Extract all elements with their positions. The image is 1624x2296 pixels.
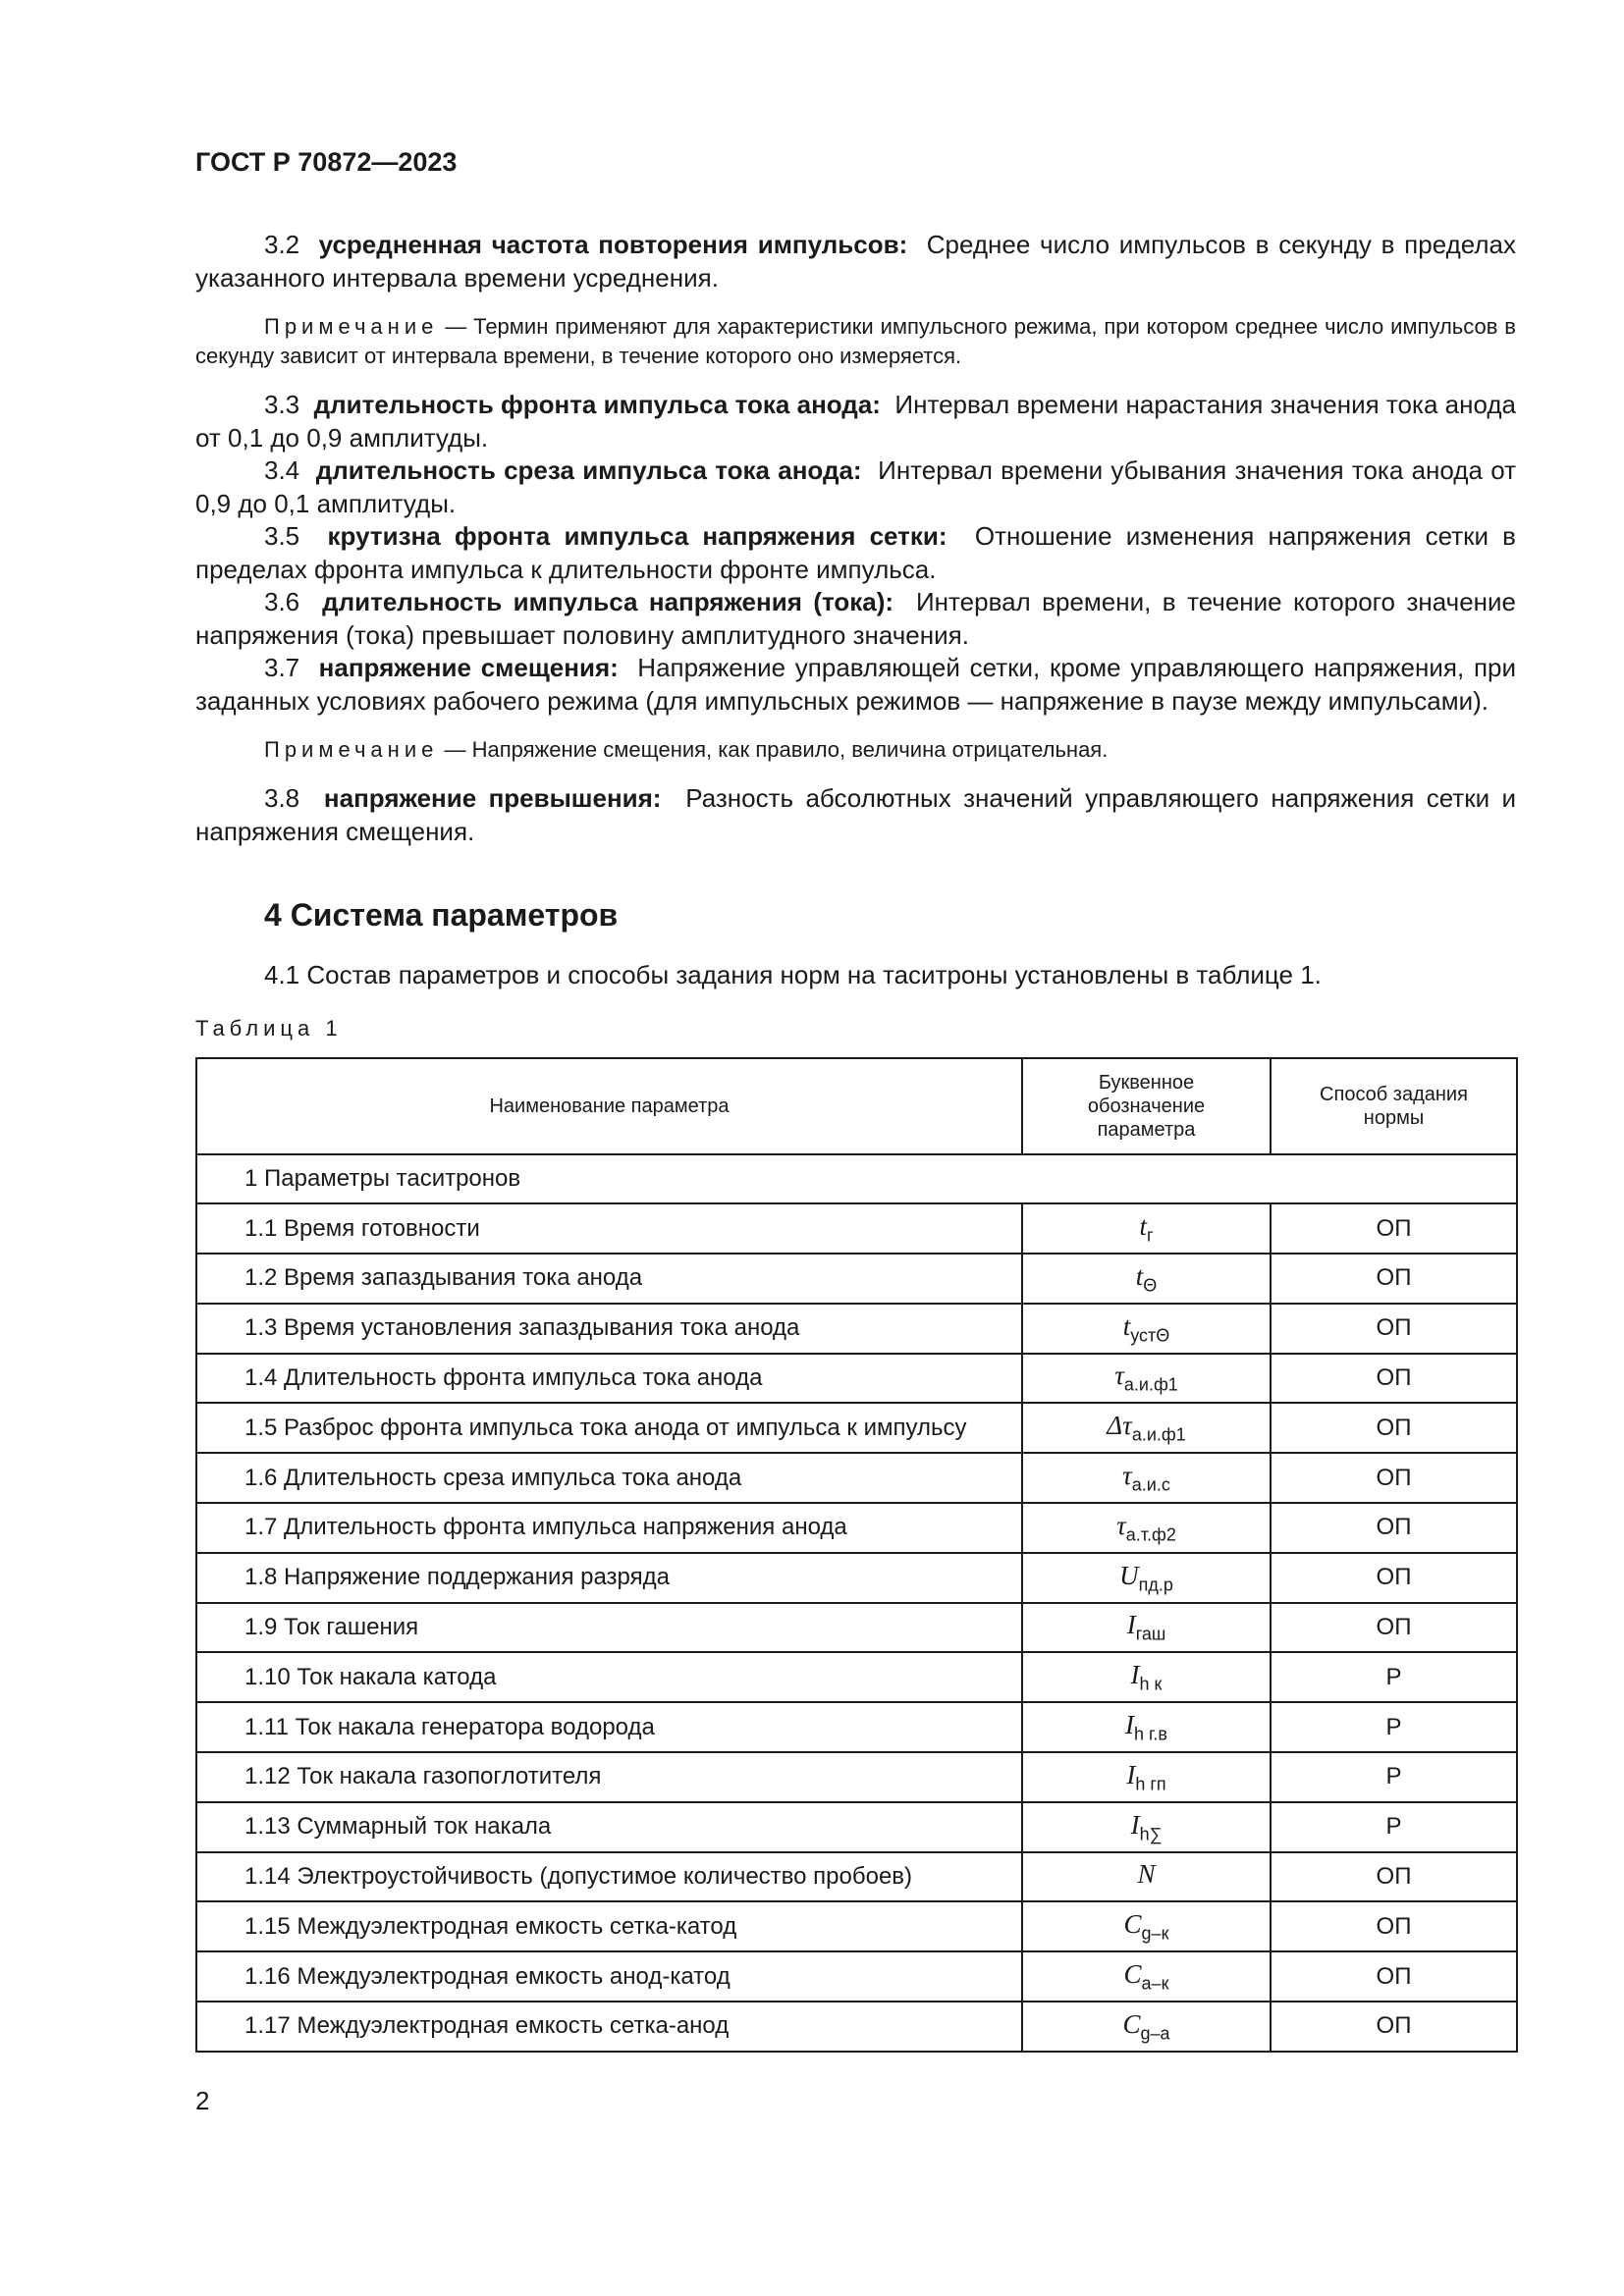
term-3-3: 3.3 длительность фронта импульса тока анода: Интервал времени нарастания значения тока анода от 0,1 до 0,9 амплитуды. [195,390,1516,453]
table-row [196,1752,1517,1802]
symbol-main: Δτ [1107,1411,1132,1441]
symbol-main: I [1125,1709,1135,1739]
norm-method: Р [1271,1752,1517,1802]
symbol-subscript: гаш [1135,1624,1166,1644]
document-header: ГОСТ Р 70872—2023 [195,147,458,177]
symbol-main: τ [1116,1510,1126,1540]
symbol-main: t [1135,1260,1144,1291]
page-number: 2 [195,2086,210,2115]
parameter-name: 1.11 Ток накала генератора водорода [196,1702,1022,1752]
norm-method: ОП [1271,1901,1517,1951]
symbol-main: τ [1114,1361,1124,1391]
table-row [196,1403,1517,1453]
table-row [196,1901,1517,1951]
parameter-symbol [1022,1752,1271,1802]
header-symbol: Буквенное обозначение параметра [1022,1058,1271,1154]
parameter-name: 1.3 Время установления запаздывания тока анода [196,1304,1022,1354]
term-3-7: 3.7 напряжение смещения: Напряжение управляющей сетки, кроме управляющего напряжения, при заданных условиях рабочего режима (для импульсных режимов — напряжение в паузе между импульсами). [195,653,1517,716]
parameter-symbol [1022,1702,1271,1752]
parameter-symbol [1022,1652,1271,1702]
header-method: Способ задания нормы [1271,1058,1517,1154]
table-group-row [196,1154,1517,1204]
parameter-name: 1.16 Междуэлектродная емкость анод-катод [196,1951,1022,2002]
symbol-main: I [1130,1660,1140,1690]
parameter-symbol [1022,2002,1271,2052]
symbol-subscript: а.и.ф1 [1123,1374,1178,1395]
group-label: 1 Параметры таситронов [196,1154,1517,1204]
symbol-main: U [1119,1560,1139,1590]
norm-method: ОП [1271,1254,1517,1304]
parameter-symbol [1022,1254,1271,1304]
parameter-name: 1.2 Время запаздывания тока анода [196,1254,1022,1304]
table-row [196,1203,1517,1254]
table-row [196,1354,1517,1404]
table-row [196,1852,1517,1902]
section-title: 4 Система параметров [264,897,619,933]
symbol-main: I [1126,1610,1136,1640]
norm-method: Р [1271,1652,1517,1702]
table-header-row [196,1058,1517,1154]
norm-method: ОП [1271,1203,1517,1254]
term-3-6: 3.6 длительность импульса напряжения (тока): Интервал времени, в течение которого значение напряжения (тока) превышает половину амплитудного значения. [195,587,1516,650]
table-row [196,1254,1517,1304]
parameter-symbol [1022,1951,1271,2002]
table-row [196,1603,1517,1653]
norm-method: ОП [1271,1354,1517,1404]
symbol-subscript: h г.в [1134,1724,1167,1744]
norm-method: ОП [1271,1403,1517,1453]
symbol-subscript: а–к [1141,1973,1169,1994]
symbol-main: N [1137,1859,1156,1890]
table-row [196,1802,1517,1852]
norm-method: ОП [1271,1304,1517,1354]
table-row [196,1652,1517,1702]
parameter-name: 1.12 Ток накала газопоглотителя [196,1752,1022,1802]
table-row [196,1951,1517,2002]
parameter-symbol [1022,1403,1271,1453]
norm-method: ОП [1271,1951,1517,2002]
parameter-symbol [1022,1603,1271,1653]
term-3-5: 3.5 крутизна фронта импульса напряжения сетки: Отношение изменения напряжения сетки в пределах фронта импульса к длительности фронте импульса. [195,521,1516,584]
note-2: Примечание — Напряжение смещения, как правило, величина отрицательная. [264,737,1109,762]
symbol-main: t [1122,1310,1131,1341]
table-row [196,1702,1517,1752]
symbol-subscript: устΘ [1130,1324,1170,1345]
parameter-symbol [1022,1553,1271,1603]
parameter-symbol [1022,1852,1271,1902]
parameter-name: 1.5 Разброс фронта импульса тока анода от импульса к импульсу [196,1403,1022,1453]
norm-method: Р [1271,1802,1517,1852]
symbol-subscript: а.и.ф1 [1131,1424,1186,1445]
symbol-subscript: h гп [1135,1774,1166,1794]
symbol-subscript: h к [1139,1674,1163,1694]
parameter-name: 1.13 Суммарный ток накала [196,1802,1022,1852]
page-body [195,147,1516,2053]
norm-method: ОП [1271,1503,1517,1553]
table-row [196,1503,1517,1553]
norm-method: Р [1271,1702,1517,1752]
symbol-subscript: h∑ [1139,1823,1163,1843]
parameter-name: 1.17 Междуэлектродная емкость сетка-анод [196,2002,1022,2052]
table-caption: Таблица 1 [195,1015,343,1041]
symbol-main: I [1130,1809,1140,1840]
parameter-name: 1.7 Длительность фронта импульса напряжения анода [196,1503,1022,1553]
norm-method: ОП [1271,1453,1517,1503]
table-row [196,1453,1517,1503]
parameter-name: 1.1 Время готовности [196,1203,1022,1254]
note-1: Примечание — Термин применяют для характеристики импульсного режима, при котором среднее число импульсов в секунду зависит от интервала времени, в течение которого оно измеряется. [195,314,1516,368]
symbol-main: C [1122,2008,1141,2039]
parameter-name: 1.4 Длительность фронта импульса тока анода [196,1354,1022,1404]
symbol-main: C [1123,1909,1142,1940]
symbol-main: C [1123,1958,1142,1989]
parameter-name: 1.6 Длительность среза импульса тока анода [196,1453,1022,1503]
term-title: усредненная частота повторения импульсов: [318,230,908,259]
parameter-name: 1.15 Междуэлектродная емкость сетка-катод [196,1901,1022,1951]
parameter-name: 1.14 Электроустойчивость (допустимое количество пробоев) [196,1852,1022,1902]
symbol-subscript: пд.р [1138,1574,1173,1594]
parameter-symbol [1022,1802,1271,1852]
term-3-4: 3.4 длительность среза импульса тока анода: Интервал времени убывания значения тока анода от 0,9 до 0,1 амплитуды. [195,455,1517,518]
header-parameter-name: Наименование параметра [196,1058,1022,1154]
table-row [196,2002,1517,2052]
term-3-8: 3.8 напряжение превышения: Разность абсолютных значений управляющего напряжения сетки и напряжения смещения. [195,783,1516,846]
symbol-subscript: г [1146,1225,1154,1246]
symbol-subscript: а.и.с [1131,1474,1170,1495]
parameter-symbol [1022,1304,1271,1354]
symbol-subscript: g–к [1141,1923,1169,1944]
norm-method: ОП [1271,1603,1517,1653]
parameter-symbol [1022,1503,1271,1553]
symbol-main: t [1139,1211,1147,1241]
table-row [196,1304,1517,1354]
symbol-subscript: Θ [1143,1275,1158,1296]
parameter-symbol [1022,1901,1271,1951]
parameter-name: 1.9 Ток гашения [196,1603,1022,1653]
symbol-main: I [1126,1759,1136,1789]
symbol-subscript: а.т.ф2 [1125,1524,1176,1545]
parameter-symbol [1022,1453,1271,1503]
parameter-symbol [1022,1354,1271,1404]
parameter-name: 1.10 Ток накала катода [196,1652,1022,1702]
parameter-symbol [1022,1203,1271,1254]
table-row [196,1553,1517,1603]
norm-method: ОП [1271,1553,1517,1603]
norm-method: ОП [1271,1852,1517,1902]
symbol-subscript: g–а [1140,2023,1170,2044]
term-3-2: 3.2 усредненная частота повторения импульсов: Среднее число импульсов в секунду в пределах указанного интервала времени усреднения. [195,230,1517,293]
norm-method: ОП [1271,2002,1517,2052]
section-text: 4.1 Состав параметров и способы задания норм на таситроны установлены в таблице 1. [264,960,1322,989]
symbol-main: τ [1122,1460,1132,1490]
parameters-table [195,1057,1518,2053]
parameter-name: 1.8 Напряжение поддержания разряда [196,1553,1022,1603]
